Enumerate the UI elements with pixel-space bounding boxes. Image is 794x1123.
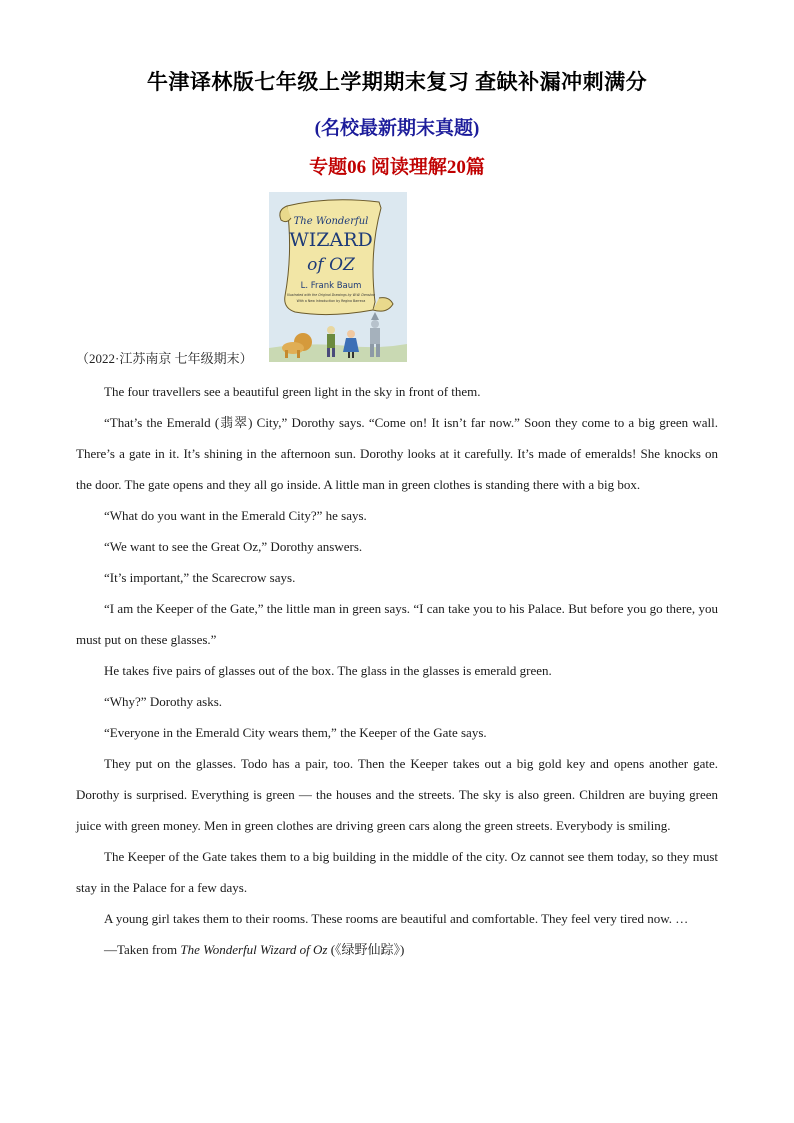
paragraph: “I am the Keeper of the Gate,” the little man in green says. “I can take you to his Palace. But before you go there, you must put on these glasses.” [76, 601, 718, 647]
paragraph: The four travellers see a beautiful green light in the sky in front of them. [104, 384, 481, 399]
paragraph: “It’s important,” the Scarecrow says. [104, 570, 296, 585]
citation [76, 934, 718, 965]
cover-illustrator: Illustrated with the Original Drawings by W.W. Denslow [287, 293, 375, 297]
cover-title-line1: The Wonderful [293, 216, 369, 227]
document-title: 牛津译林版七年级上学期期末复习 查缺补漏冲刺满分 [146, 70, 648, 94]
paragraph: He takes five pairs of glasses out of the box. The glass in the glasses is emerald green. [104, 663, 552, 678]
citation-book-title: The Wonderful Wizard of Oz [180, 942, 328, 957]
citation-prefix: —Taken from [104, 942, 181, 957]
paragraph: “Everyone in the Emerald City wears them,” the Keeper of the Gate says. [104, 725, 487, 740]
paragraph: “Why?” Dorothy asks. [104, 694, 223, 709]
exam-source-label: （2022·江苏南京 七年级期末） [76, 351, 253, 366]
topic-heading: 专题06 阅读理解20篇 [309, 157, 485, 178]
cover-author: L. Frank Baum [300, 281, 362, 291]
reading-passage [76, 376, 718, 965]
paragraph: “That’s the Emerald (翡翠) City,” Dorothy says. “Come on! It isn’t far now.” Soon they come to a big green wall. There’s a gate in it. It’s shining in the afternoon sun. Dorothy looks at it carefully. It’s made of emeralds! She knocks on the door. The gate opens and they all go inside. A little man in green clothes is standing there with a big box. [76, 415, 718, 492]
cover-intro: With a New Introduction by Regina Barreca [296, 299, 366, 303]
paragraph: A young girl takes them to their rooms. These rooms are beautiful and comfortable. They feel very tired now. … [104, 911, 689, 926]
paragraph: The Keeper of the Gate takes them to a big building in the middle of the city. Oz cannot see them today, so they must stay in the Palace for a few days. [76, 849, 718, 895]
citation-suffix: (《绿野仙踪》) [327, 942, 405, 957]
cover-title-line2: WIZARD [289, 229, 373, 251]
paragraph: They put on the glasses. Todo has a pair, too. Then the Keeper takes out a big gold key and opens another gate. Dorothy is surprised. Everything is green — the houses and the streets. The sky is also green. Children are buying green juice with green money. Men in green clothes are driving green cars along the green streets. Everybody is smiling. [76, 756, 718, 833]
paragraph: “We want to see the Great Oz,” Dorothy answers. [104, 539, 363, 554]
paragraph: “What do you want in the Emerald City?” he says. [104, 508, 367, 523]
book-cover-image [269, 192, 407, 362]
document-subtitle: (名校最新期末真题) [314, 118, 480, 139]
cover-title-line3: of OZ [307, 255, 355, 275]
